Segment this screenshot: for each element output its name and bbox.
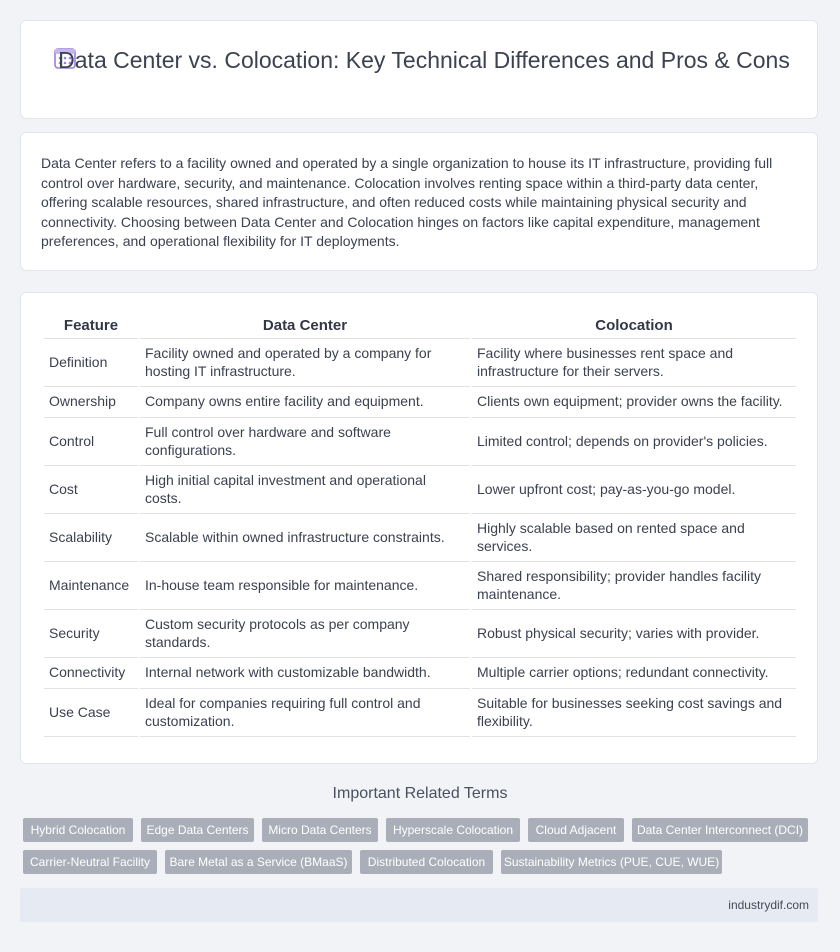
table-row	[44, 466, 796, 514]
colocation-cell: Facility where businesses rent space and infrastructure for their servers.	[472, 339, 796, 387]
colocation-cell: Limited control; depends on provider's policies.	[472, 418, 796, 466]
comparison-table	[42, 313, 798, 737]
column-header-feature: Feature	[44, 313, 138, 339]
data-center-cell: In-house team responsible for maintenance.	[140, 562, 470, 610]
related-term-tag[interactable]: Micro Data Centers	[262, 818, 378, 842]
data-center-cell: Full control over hardware and software configurations.	[140, 418, 470, 466]
colocation-cell: Clients own equipment; provider owns the facility.	[472, 387, 796, 418]
data-center-cell: Ideal for companies requiring full control and customization.	[140, 689, 470, 737]
feature-cell: Connectivity	[44, 658, 138, 689]
colocation-cell: Suitable for businesses seeking cost savings and flexibility.	[472, 689, 796, 737]
colocation-cell: Lower upfront cost; pay-as-you-go model.	[472, 466, 796, 514]
feature-cell: Definition	[44, 339, 138, 387]
related-term-tag[interactable]: Carrier-Neutral Facility	[23, 850, 157, 874]
data-center-cell: Internal network with customizable bandwidth.	[140, 658, 470, 689]
related-term-tag[interactable]: Data Center Interconnect (DCI)	[632, 818, 808, 842]
feature-cell: Control	[44, 418, 138, 466]
related-term-tag[interactable]: Sustainability Metrics (PUE, CUE, WUE)	[501, 850, 722, 874]
intro-card	[20, 132, 818, 271]
table-row	[44, 387, 796, 418]
comparison-card	[20, 292, 818, 764]
table-row	[44, 689, 796, 737]
table-row	[44, 514, 796, 562]
feature-cell: Ownership	[44, 387, 138, 418]
title-card	[20, 20, 818, 119]
data-center-cell: Facility owned and operated by a company for hosting IT infrastructure.	[140, 339, 470, 387]
table-row	[44, 658, 796, 689]
feature-cell: Maintenance	[44, 562, 138, 610]
feature-cell: Cost	[44, 466, 138, 514]
colocation-cell: Highly scalable based on rented space and services.	[472, 514, 796, 562]
table-row	[44, 562, 796, 610]
related-term-tag[interactable]: Hybrid Colocation	[23, 818, 133, 842]
column-header-data-center: Data Center	[140, 313, 470, 339]
page-title: Data Center vs. Colocation: Key Technical Differences and Pros & Cons	[58, 47, 790, 73]
table-row	[44, 610, 796, 658]
data-center-cell: Company owns entire facility and equipment.	[140, 387, 470, 418]
table-row	[44, 339, 796, 387]
related-term-tag[interactable]: Distributed Colocation	[360, 850, 493, 874]
colocation-cell: Robust physical security; varies with provider.	[472, 610, 796, 658]
footer-site-link[interactable]: industrydif.com	[728, 898, 809, 912]
feature-cell: Use Case	[44, 689, 138, 737]
feature-cell: Scalability	[44, 514, 138, 562]
related-term-tag[interactable]: Edge Data Centers	[141, 818, 254, 842]
column-header-colocation: Colocation	[472, 313, 796, 339]
table-row	[44, 418, 796, 466]
related-terms-heading: Important Related Terms	[332, 785, 508, 802]
data-center-cell: Custom security protocols as per company standards.	[140, 610, 470, 658]
colocation-cell: Shared responsibility; provider handles facility maintenance.	[472, 562, 796, 610]
feature-cell: Security	[44, 610, 138, 658]
data-center-cell: High initial capital investment and operational costs.	[140, 466, 470, 514]
intro-paragraph: Data Center refers to a facility owned and operated by a single organization to house its IT infrastructure, providing full control over hardware, security, and maintenance. Colocation involves renting space within a third-party data center, offering scalable resources, shared infrastructure, and often reduced costs while maintaining physical security and connectivity. Choosing between Data Center and Colocation hinges on factors like capital expenditure, management preferences, and operational flexibility for IT deployments.	[41, 155, 773, 250]
footer	[20, 888, 818, 922]
related-term-tag[interactable]: Bare Metal as a Service (BMaaS)	[165, 850, 352, 874]
colocation-cell: Multiple carrier options; redundant connectivity.	[472, 658, 796, 689]
related-term-tag[interactable]: Cloud Adjacent	[528, 818, 624, 842]
data-center-cell: Scalable within owned infrastructure constraints.	[140, 514, 470, 562]
table-header-row	[44, 313, 796, 339]
related-term-tag[interactable]: Hyperscale Colocation	[386, 818, 520, 842]
